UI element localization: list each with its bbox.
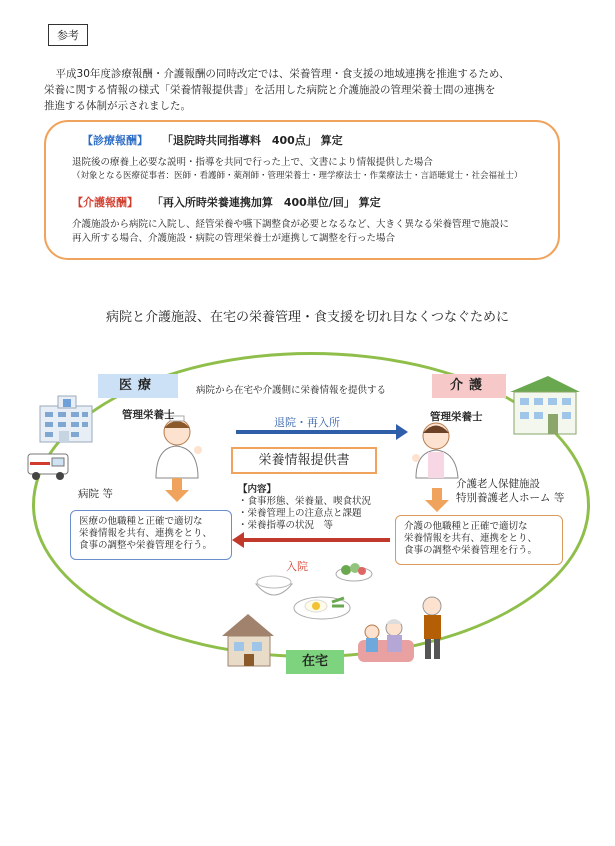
content-item: ・栄養管理上の注意点と課題 (238, 508, 362, 519)
medical-rule-title: 「退院時共同指導料 400点」 算定 (161, 134, 343, 147)
medical-label: 医療 (98, 374, 178, 398)
medical-rule-note: （対象となる医療従事者：医師・看護師・薬剤師・管理栄養士・理学療法士・作業療法士・言語聴覚士・社会福祉士） (72, 171, 523, 181)
hospital-dietitian-icon (156, 416, 202, 478)
care-dietitian-label: 管理栄養士 (430, 411, 483, 423)
care-rule-text-2: 再入所する場合、介護施設・病院の管理栄養士が連携して調整を行った場合 (72, 233, 396, 244)
nutrition-info-sheet-label: 栄養情報提供書 (231, 447, 377, 474)
care-down-arrow (425, 488, 449, 512)
home-house-icon (222, 614, 274, 666)
content-item: ・食事形態、栄養量、喫食状況 (238, 496, 372, 507)
hospital-collab-line: 栄養情報を共有、連携をとり、 (79, 528, 213, 539)
admission-label: 入院 (286, 560, 308, 573)
hospital-down-arrow (165, 478, 189, 502)
hospital-label: 病院 等 (78, 488, 113, 500)
care-dietitian-icon (412, 423, 458, 478)
hospital-collab-line: 医療の他職種と正確で適切な (79, 516, 203, 527)
care-facility-label-1: 介護老人保健施設 (456, 478, 540, 490)
content-item: ・栄養指導の状況 等 (238, 520, 334, 531)
sheet-content-list (238, 484, 371, 532)
ambulance-icon (28, 454, 68, 480)
main-title: 病院と介護施設、在宅の栄養管理・食支援を切れ目なくつなぐために (105, 310, 509, 325)
care-collaboration-box (395, 515, 563, 565)
content-header: 【内容】 (238, 484, 277, 495)
care-rule-tag: 【介護報酬】 (72, 196, 138, 209)
discharge-readmission-label: 退院・再入所 (274, 416, 340, 429)
salad-icon (336, 563, 372, 581)
rice-bowl-icon (256, 576, 292, 595)
info-flow-note: 病院から在宅や介護側に栄養情報を提供する (196, 385, 387, 396)
care-collab-line: 栄養情報を共有、連携をとり、 (404, 533, 538, 544)
intro-line-3: 推進する体制が示されました。 (44, 100, 191, 112)
hospital-collaboration-box (70, 510, 232, 560)
admission-arrow-head (232, 532, 244, 548)
discharge-arrow-head (396, 424, 408, 440)
care-label: 介護 (432, 374, 506, 398)
egg-plate-icon (294, 597, 350, 619)
care-facility-building-icon (510, 376, 580, 434)
elderly-man-icon (423, 597, 441, 659)
home-label: 在宅 (286, 650, 344, 674)
hospital-building-icon (40, 396, 92, 442)
intro-line-2: 栄養に関する情報の様式「栄養情報提供書」を活用した病院と介護施設の管理栄養士間の連携を (44, 84, 496, 96)
medical-rule-tag: 【診療報酬】 (82, 134, 148, 147)
care-rule-text-1: 介護施設から病院に入院し、経管栄養や嚥下調整食が必要となるなど、大きく異なる栄養管理で施設に (72, 219, 510, 230)
care-collab-line: 食事の調整や栄養管理を行う。 (404, 545, 538, 556)
medical-rule-text: 退院後の療養上必要な説明・指導を共同で行った上で、文書により情報提供した場合 (72, 157, 433, 168)
hospital-dietitian-label: 管理栄養士 (122, 409, 175, 421)
care-facility-label-2: 特別養護老人ホーム 等 (456, 492, 565, 504)
family-on-sofa-icon (358, 619, 414, 662)
care-collab-line: 介護の他職種と正確で適切な (404, 521, 528, 532)
reference-tag: 参考 (48, 24, 88, 46)
care-rule-title: 「再入所時栄養連携加算 400単位/回」 算定 (151, 196, 381, 209)
hospital-collab-line: 食事の調整や栄養管理を行う。 (79, 540, 213, 551)
intro-line-1: 平成30年度診療報酬・介護報酬の同時改定では、栄養管理・食支援の地域連携を推進するため、 (55, 68, 510, 80)
